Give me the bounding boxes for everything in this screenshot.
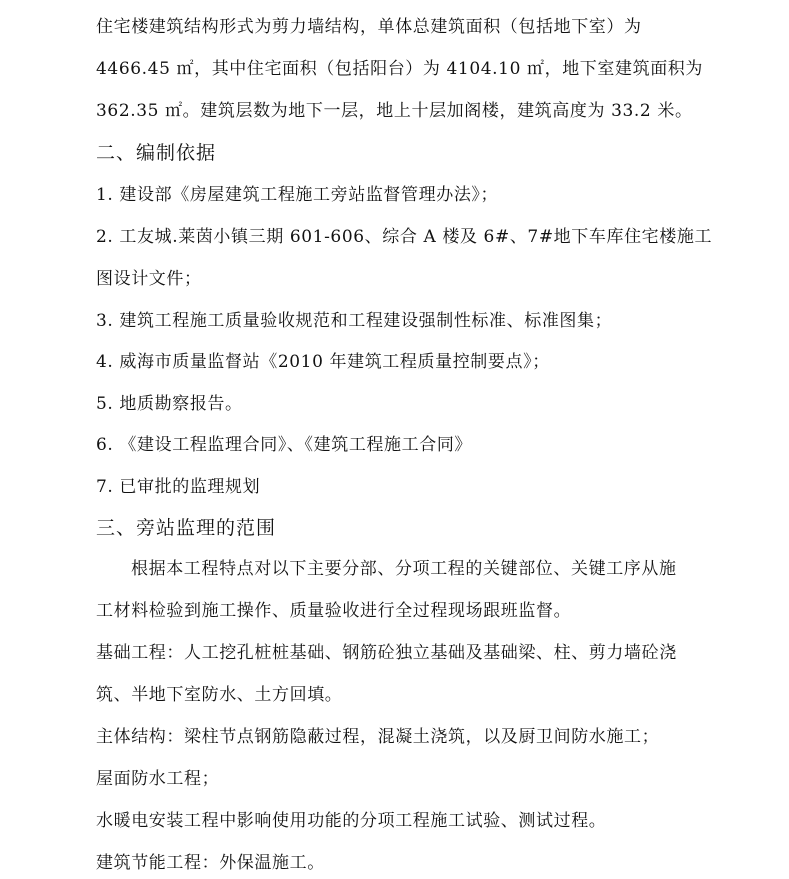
- mep-line: 水暖电安装工程中影响使用功能的分项工程施工试验、测试过程。: [96, 811, 607, 831]
- foundation-line-2: 筑、半地下室防水、土方回填。: [96, 685, 343, 705]
- section-heading-scope: 三、旁站监理的范围: [96, 517, 277, 539]
- section-heading-basis: 二、编制依据: [96, 142, 217, 164]
- basis-item-7: 7. 已审批的监理规划: [96, 477, 261, 497]
- main-structure-line: 主体结构：梁柱节点钢筋隐蔽过程，混凝土浇筑，以及厨卫间防水施工；: [96, 727, 660, 747]
- paragraph-line-1: 住宅楼建筑结构形式为剪力墙结构，单体总建筑面积（包括地下室）为: [96, 17, 642, 37]
- basis-item-3: 3. 建筑工程施工质量验收规范和工程建设强制性标准、标准图集；: [96, 311, 613, 331]
- basis-item-6: 6. 《建设工程监理合同》、《建筑工程施工合同》: [96, 435, 473, 455]
- basis-item-1: 1. 建设部《房屋建筑工程施工旁站监督管理办法》；: [96, 185, 499, 205]
- paragraph-line-3: 362.35 ㎡。建筑层数为地下一层，地上十层加阁楼，建筑高度为 33.2 米。: [96, 101, 693, 121]
- paragraph-line-2: 4466.45 ㎡，其中住宅面积（包括阳台）为 4104.10 ㎡，地下室建筑面积为: [96, 59, 704, 79]
- roof-line: 屋面防水工程；: [96, 769, 220, 789]
- basis-item-2-continued: 图设计文件；: [96, 269, 202, 289]
- scope-intro-line-2: 工材料检验到施工操作、质量验收进行全过程现场跟班监督。: [96, 601, 572, 621]
- basis-item-2: 2. 工友城.莱茵小镇三期 601-606、综合 A 楼及 6#、7#地下车库住宅楼施工: [96, 227, 713, 247]
- basis-item-4: 4. 威海市质量监督站《2010 年建筑工程质量控制要点》；: [96, 352, 550, 372]
- foundation-line-1: 基础工程：人工挖孔桩桩基础、钢筋砼独立基础及基础梁、柱、剪力墙砼浇: [96, 643, 677, 663]
- energy-line: 建筑节能工程：外保温施工。: [96, 853, 325, 873]
- scope-intro-line-1: 根据本工程特点对以下主要分部、分项工程的关键部位、关键工序从施: [131, 559, 677, 579]
- basis-item-5: 5. 地质勘察报告。: [96, 394, 243, 414]
